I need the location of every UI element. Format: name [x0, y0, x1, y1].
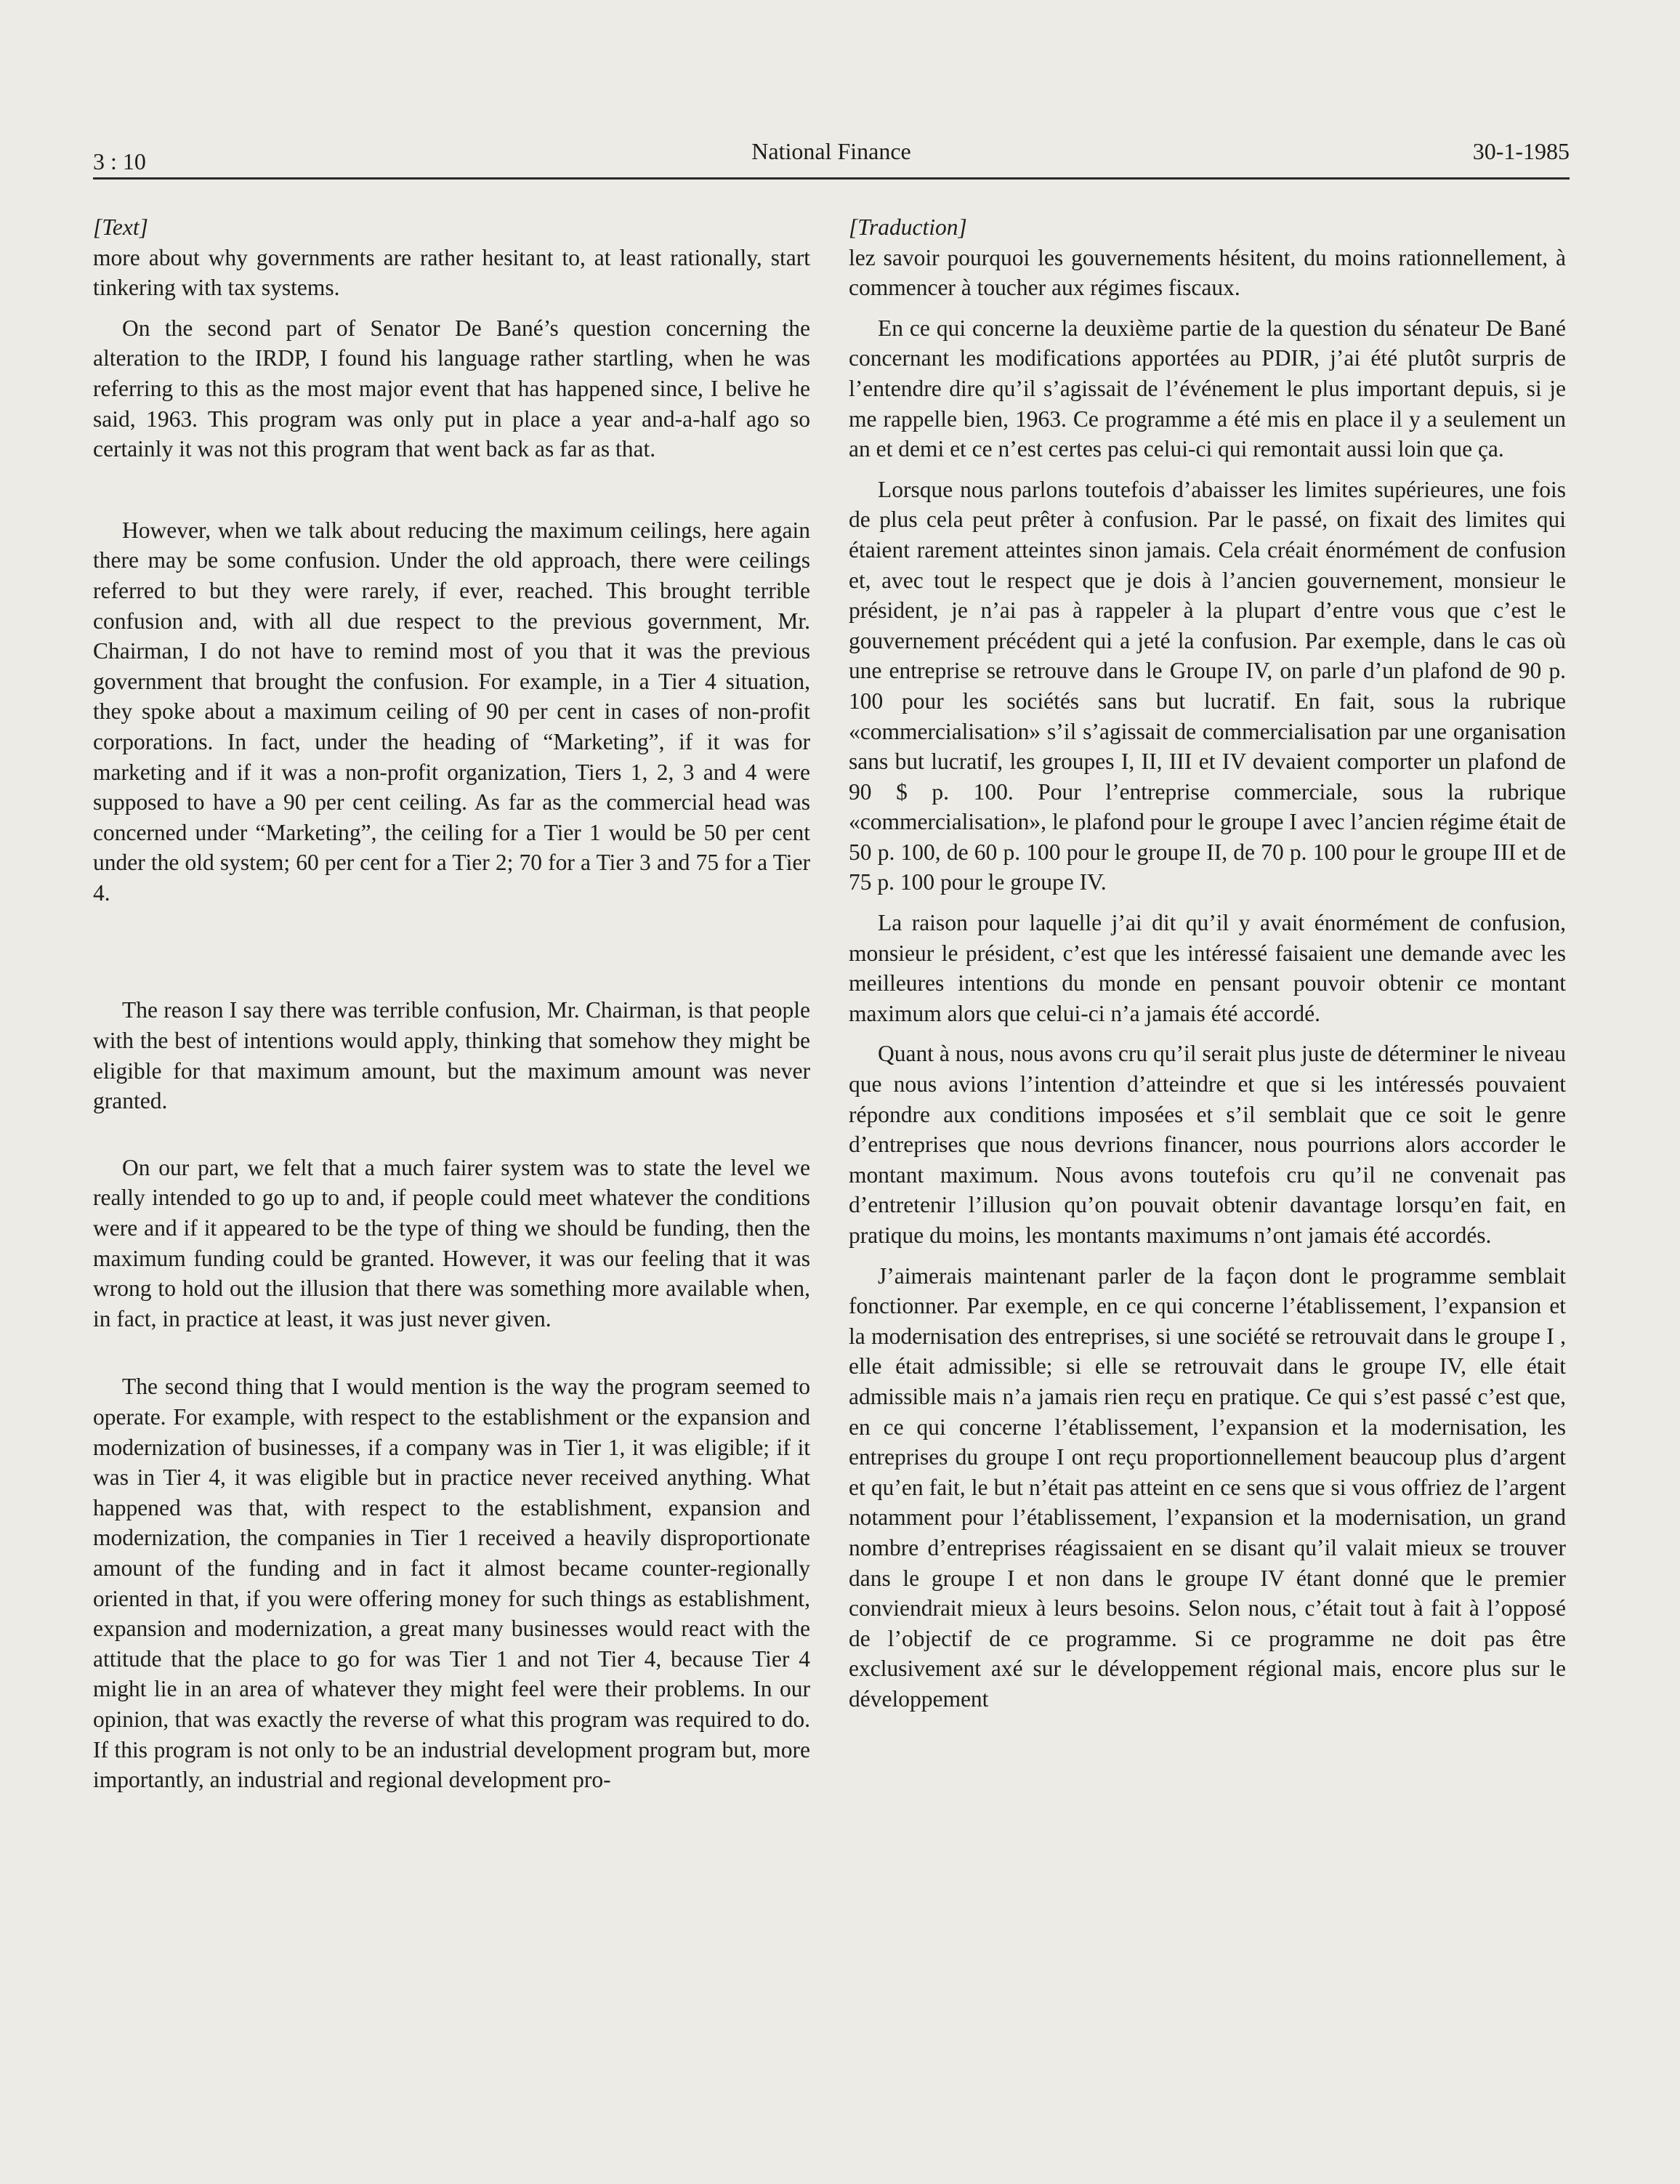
paragraph: La raison pour laquelle j’ai dit qu’il y avait énormément de confusion, monsieur le président, c’est que les intéressé faisaient une demande avec les meilleures intentions du monde en pensant pouvoir obtenir ce montant maximum alors que celui-ci n’a jamais été accordé. [849, 910, 1566, 1026]
column-label-traduction: [Traduction] [849, 214, 967, 240]
column-label-text: [Text] [93, 214, 148, 240]
paragraph: J’aimerais maintenant parler de la façon dont le programme semblait fonctionner. Par exemple, en ce qui concerne l’établissement, l’expansion et la modernisation des entreprises, si une société se retrouvait dans le groupe I , elle était admissible; si elle se retrouvait dans le groupe IV, elle était admissible mais n’a jamais rien reçu en pratique. Ce qui s’est passé c’est que, en ce qui concerne l’établissement, l’expansion et la modernisation, les entreprises du groupe I ont reçu proportionnellement beaucoup plus d’argent et qu’en fait, le but n’était pas atteint en ce sens que si vous offriez de l’argent notamment pour l’établissement, l’expansion et la modernisation, un grand nombre d’entreprises réagissaient en se disant qu’il valait mieux se trouver dans le groupe I et non dans le groupe IV étant donné que le premier conviendrait mieux à leurs besoins. Selon nous, c’était tout à fait à l’opposé de l’objectif de ce programme. Si ce programme ne doit pas être exclusivement axé sur le développement régional mais, encore plus sur le développement [849, 1262, 1566, 1712]
paragraph: On the second part of Senator De Bané’s question concerning the alteration to the IRDP, I found his language rather startling, when he was referring to this as the most major event that has happened since, I belive he said, 1963. This program was only put in place a year and-a-half ago so certainly it was not this program that went back as far as that. [93, 315, 810, 462]
paragraph: lez savoir pourquoi les gouvernements hésitent, du moins rationnellement, à commencer à toucher aux régimes fiscaux. [849, 244, 1566, 301]
paragraph: Quant à nous, nous avons cru qu’il serait plus juste de déterminer le niveau que nous avions l’intention d’atteindre et que si les intéressés pouvaient répondre aux conditions imposées et s’il semblait que ce soit le genre d’entreprises que nous devrions financer, nous pourrions alors accorder le montant maximum. Nous avons toutefois cru qu’il ne convenait pas d’entretenir l’illusion qu’on pouvait obtenir davantage lorsqu’en fait, en pratique du moins, les montants maximums n’ont jamais été accordés. [849, 1041, 1566, 1248]
header-rule [93, 177, 1570, 180]
paragraph: On our part, we felt that a much fairer system was to state the level we really intended to go up to and, if people could meet whatever the conditions were and if it appeared to be the type of thing we should be funding, then the maximum funding could be granted. However, it was our feeling that it was wrong to hold out the illusion that there was something more available when, in fact, in practice at least, it was just never given. [93, 1154, 810, 1331]
french-column [849, 212, 1566, 1714]
page-date: 30-1-1985 [1472, 138, 1570, 164]
paragraph: The reason I say there was terrible confusion, Mr. Chairman, is that people with the best of intentions would apply, thinking that somehow they might be eligible for that maximum amount, but the maximum amount was never granted. [93, 997, 810, 1114]
paragraph: The second thing that I would mention is the way the program seemed to operate. For example, with respect to the establishment or the expansion and modernization of businesses, if a company was in Tier 1, it was eligible; if it was in Tier 4, it was eligible but in practice never received anything. What happened was that, with respect to the establishment, expansion and modernization, the companies in Tier 1 received a heavily disproportionate amount of the funding and in fact it almost became counter-regionally oriented in that, if you were offering money for such things as establishment, expansion and modernization, a great many businesses would react with the attitude that the place to go for was Tier 1 and not Tier 4, because Tier 4 might lie in an area of whatever they might feel were their problems. In our opinion, that was exactly the reverse of what this program was required to do. If this program is not only to be an industrial development program but, more importantly, an industrial and regional development pro- [93, 1374, 810, 1793]
page-reference: 3 : 10 [93, 148, 146, 174]
paragraph: more about why governments are rather hesitant to, at least rationally, start tinkering with tax systems. [93, 244, 810, 301]
paragraph: Lorsque nous parlons toutefois d’abaisser les limites supérieures, une fois de plus cela peut prêter à confusion. Par le passé, on fixait des limites qui étaient rarement atteintes sinon jamais. Cela créait énormément de confusion et, avec tout le respect que je dois à l’ancien gouvernement, monsieur le président, je n’ai pas à rappeler à la plupart d’entre vous que c’est le gouvernement précédent qui a jeté la confusion. Par exemple, dans le cas où une entreprise se retrouve dans le Groupe IV, on parle d’un plafond de 90 p. 100 pour les sociétés sans but lucratif. En fait, sous la rubrique «commercialisation» s’il s’agissait de commercialisation par une organisation sans but lucratif, les groupes I, II, III et IV devaient comporter un plafond de 90 $ p. 100. Pour l’entreprise commerciale, sous la rubrique «commercialisation», le plafond pour le groupe I avec l’ancien régime était de 50 p. 100, de 60 p. 100 pour le groupe II, de 70 p. 100 pour le groupe III et de 75 p. 100 pour le groupe IV. [849, 476, 1566, 895]
english-column [93, 212, 810, 1795]
page-header [93, 138, 1570, 174]
page-title: National Finance [751, 138, 911, 164]
paragraph: En ce qui concerne la deuxième partie de la question du sénateur De Bané concernant les modifications apportées au PDIR, j’ai été plutôt surpris de l’entendre dire qu’il s’agissait de l’événement le plus important depuis, si je me rappelle bien, 1963. Ce programme a été mis en place il y a seulement un an et demi et ce n’est certes pas celui-ci qui remontait aussi loin que ça. [849, 315, 1566, 462]
paragraph: However, when we talk about reducing the maximum ceilings, here again there may be some confusion. Under the old approach, there were ceilings referred to but they were rarely, if ever, reached. This brought terrible confusion and, with all due respect to the previous government, Mr. Chairman, I do not have to remind most of you that it was the previous government that brought the confusion. For example, in a Tier 4 situation, they spoke about a maximum ceiling of 90 per cent in cases of non-profit corporations. In fact, under the heading of “Marketing”, if it was for marketing and if it was a non-profit organization, Tiers 1, 2, 3 and 4 were supposed to have a 90 per cent ceiling. As far as the commercial head was concerned under “Marketing”, the ceiling for a Tier 1 would be 50 per cent under the old system; 60 per cent for a Tier 2; 70 for a Tier 3 and 75 for a Tier 4. [93, 517, 810, 906]
